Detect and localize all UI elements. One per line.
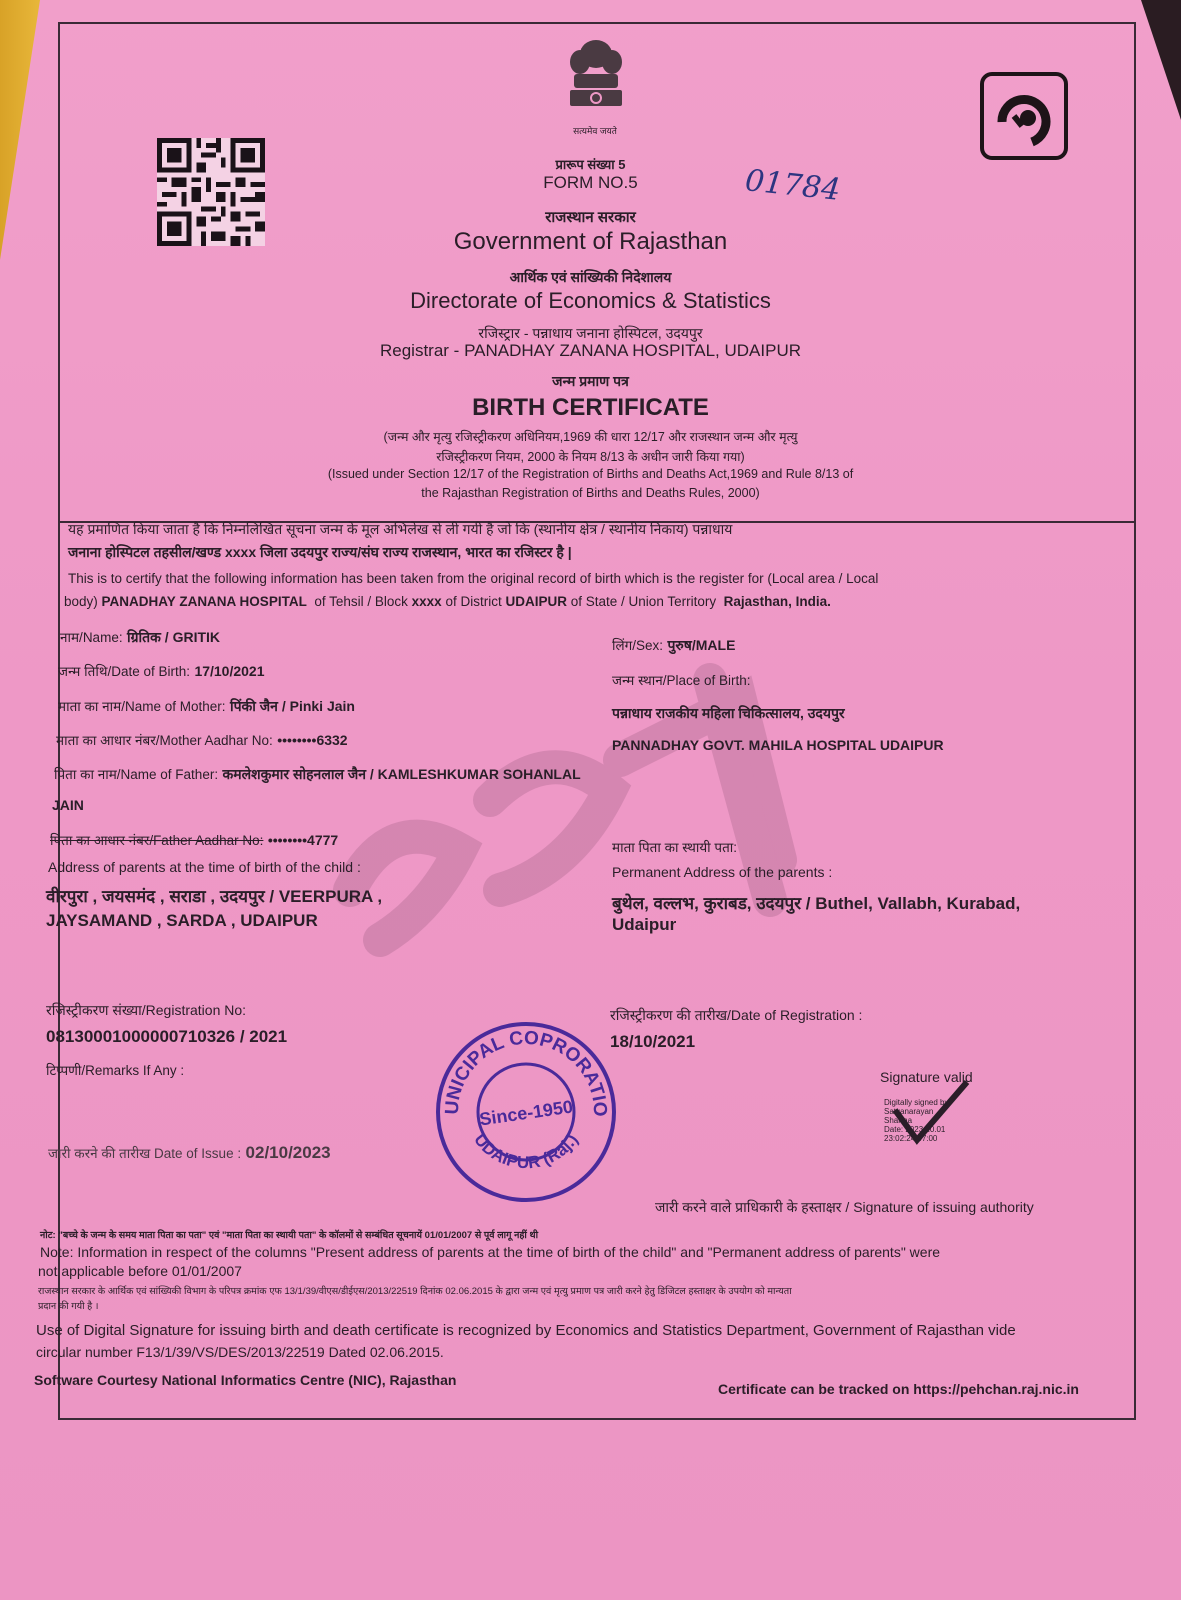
tracking-url[interactable]: Certificate can be tracked on https://pehchan.raj.nic.in xyxy=(718,1381,1079,1397)
act-reference-1: (Issued under Section 12/17 of the Registration of Births and Deaths Act,1969 and Rule 8/13 of xyxy=(327,467,854,481)
certify-english-2: body) PANADHAY ZANANA HOSPITAL of Tehsil / Block xxxx of District UDAIPUR of State / Union Territory Rajasthan, India. xyxy=(64,594,831,609)
pehchan-watermark-icon xyxy=(290,640,850,1000)
signature-valid-label: Signature valid xyxy=(880,1069,973,1085)
registrar-title: Registrar - PANADHAY ZANANA HOSPITAL, UDAIPUR xyxy=(380,341,801,360)
seal-bottom-text: UDAIPUR (Raj.) xyxy=(470,1130,582,1173)
certificate-title: BIRTH CERTIFICATE xyxy=(472,394,709,421)
form-number-hindi: प्रारूप संख्या 5 xyxy=(555,157,626,172)
registrar-hindi: रजिस्ट्रार - पन्नाधाय जनाना होस्पिटल, उदयपुर xyxy=(478,325,703,341)
issue-date-field: जारी करने की तारीख Date of Issue : 02/10/2023 xyxy=(48,1143,331,1162)
present-address-line-2: JAYSAMAND , SARDA , UDAIPUR xyxy=(46,911,318,930)
form-number: FORM NO.5 xyxy=(543,173,638,192)
issuing-authority-signature-label: जारी करने वाले प्राधिकारी के हस्ताक्षर / Signature of issuing authority xyxy=(655,1199,1034,1215)
present-address-line-1: वीरपुरा , जयसमंद , सराडा , उदयपुर / VEERPURA , xyxy=(46,887,383,906)
municipal-seal xyxy=(432,1018,620,1206)
act-reference-hindi-2: रजिस्ट्रीकरण नियम, 2000 के नियम 8/13 के अधीन जारी किया गया) xyxy=(436,450,745,464)
emblem-caption: सत्यमेव जयते xyxy=(573,126,617,136)
father-name-continued: JAIN xyxy=(52,797,84,813)
pehchan-logo xyxy=(980,72,1068,160)
circular-english-1: Use of Digital Signature for issuing birth and death certificate is recognized by Economics and Statistics Department, Government of Rajasthan vide xyxy=(36,1322,1016,1339)
present-address-label: Address of parents at the time of birth of the child : xyxy=(48,859,361,875)
government-title: Government of Rajasthan xyxy=(453,228,728,255)
registration-number-label: रजिस्ट्रीकरण संख्या/Registration No: xyxy=(46,1002,247,1018)
registration-number: 08130001000000710326 / 2021 xyxy=(46,1027,288,1046)
permanent-address-line-2: Udaipur xyxy=(612,915,677,934)
act-reference-hindi-1: (जन्म और मृत्यु रजिस्ट्रीकरण अधिनियम,1969 की धारा 12/17 और राजस्थान जन्म और मृत्यु xyxy=(383,430,798,444)
circular-hindi-1: राजस्थान सरकार के आर्थिक एवं सांख्यिकी विभाग के परिपत्र क्रमांक एफ 13/1/39/वीएस/डीईएस/2013/22519 दिनांक 02.06.2015 के द्वारा जन्म एवं मृत्यु प्रमाण पत्र जारी करने हेतु डिजिटल हस्ताक्षर के उपयोग को मान्यता xyxy=(38,1286,792,1297)
permanent-address-line-1: बुथेल, वल्लभ, कुराबड, उदयपुर / Buthel, Vallabh, Kurabad, xyxy=(612,894,1021,913)
government-hindi: राजस्थान सरकार xyxy=(545,209,636,226)
permanent-address-label-hindi: माता पिता का स्थायी पता: xyxy=(612,840,738,855)
place-of-birth-hindi: पन्नाधाय राजकीय महिला चिकित्सालय, उदयपुर xyxy=(612,705,845,721)
registration-date: 18/10/2021 xyxy=(610,1032,696,1051)
name-field: नाम/Name: ग्रितिक / GRITIK xyxy=(60,629,221,645)
software-courtesy: Software Courtesy National Informatics Centre (NIC), Rajasthan xyxy=(34,1372,457,1388)
permanent-address-label: Permanent Address of the parents : xyxy=(612,864,833,880)
note-english-2: not applicable before 01/01/2007 xyxy=(38,1263,242,1279)
certificate-title-hindi: जन्म प्रमाण पत्र xyxy=(552,373,629,389)
seal-icon xyxy=(432,1018,620,1206)
seal-ring-text: UNICIPAL COPRORATIO xyxy=(441,1027,611,1118)
act-reference-2: the Rajasthan Registration of Births and Deaths Rules, 2000) xyxy=(421,486,760,500)
circular-english-2: circular number F13/1/39/VS/DES/2013/22519 Dated 02.06.2015. xyxy=(36,1344,444,1360)
registration-date-label: रजिस्ट्रीकरण की तारीख/Date of Registration : xyxy=(610,1007,863,1023)
mother-aadhar-field: माता का आधार नंबर/Mother Aadhar No: ••••••••6332 xyxy=(56,732,348,748)
handwritten-number: 01784 xyxy=(743,163,843,208)
mother-name-field: माता का नाम/Name of Mother: पिंकी जैन / Pinki Jain xyxy=(58,698,355,714)
dob-field: जन्म तिथि/Date of Birth: 17/10/2021 xyxy=(58,663,265,679)
note-hindi: नोट: "बच्चे के जन्म के समय माता पिता का पता" एवं "माता पिता का स्थायी पता" के कॉलमों से सम्बंधित सूचनायें 01/01/2007 से पूर्व लागू नहीं थी xyxy=(40,1230,539,1241)
directorate-hindi: आर्थिक एवं सांख्यिकी निदेशालय xyxy=(509,269,672,285)
seal-center-text: Since-1950 xyxy=(478,1096,575,1130)
remarks-label: टिप्पणी/Remarks If Any : xyxy=(46,1063,185,1078)
pehchan-logo-icon xyxy=(984,76,1064,156)
circular-hindi-2: प्रदान की गयी है । xyxy=(38,1301,99,1312)
ashoka-emblem-icon xyxy=(560,32,632,132)
father-aadhar-field: पिता का आधार नंबर/Father Aadhar No: ••••••••4777 xyxy=(50,832,339,848)
directorate-title: Directorate of Economics & Statistics xyxy=(410,288,771,313)
certify-hindi-1: यह प्रमाणित किया जाता है कि निम्नलिखित सूचना जन्म के मूल अभिलेख से ली गयी है जो कि (स्थानीय क्षेत्र / स्थानीय निकाय) पन्नाधाय xyxy=(68,521,733,537)
place-of-birth-value: PANNADHAY GOVT. MAHILA HOSPITAL UDAIPUR xyxy=(612,737,944,753)
father-name-field: पिता का नाम/Name of Father: कमलेशकुमार सोहनलाल जैन / KAMLESHKUMAR SOHANLAL xyxy=(54,766,581,782)
place-of-birth-label: जन्म स्थान/Place of Birth: xyxy=(612,673,751,688)
certify-english-1: This is to certify that the following information has been taken from the original record of birth which is the register for (Local area / Local xyxy=(68,571,879,586)
digital-signature-details: Digitally signed by Satyanarayan Sharma Date: 2023.10.01 23:02:24 07:00 xyxy=(884,1098,949,1143)
note-english-1: Note: Information in respect of the columns "Present address of parents at the time of birth of the child" and "Permanent address of parents" were xyxy=(40,1244,941,1260)
sex-field: लिंग/Sex: पुरुष/MALE xyxy=(612,637,736,653)
certify-hindi-2: जनाना होस्पिटल तहसील/खण्ड xxxx जिला उदयपुर राज्य/संघ राज्य राजस्थान, भारत का रजिस्टर है | xyxy=(68,544,572,560)
